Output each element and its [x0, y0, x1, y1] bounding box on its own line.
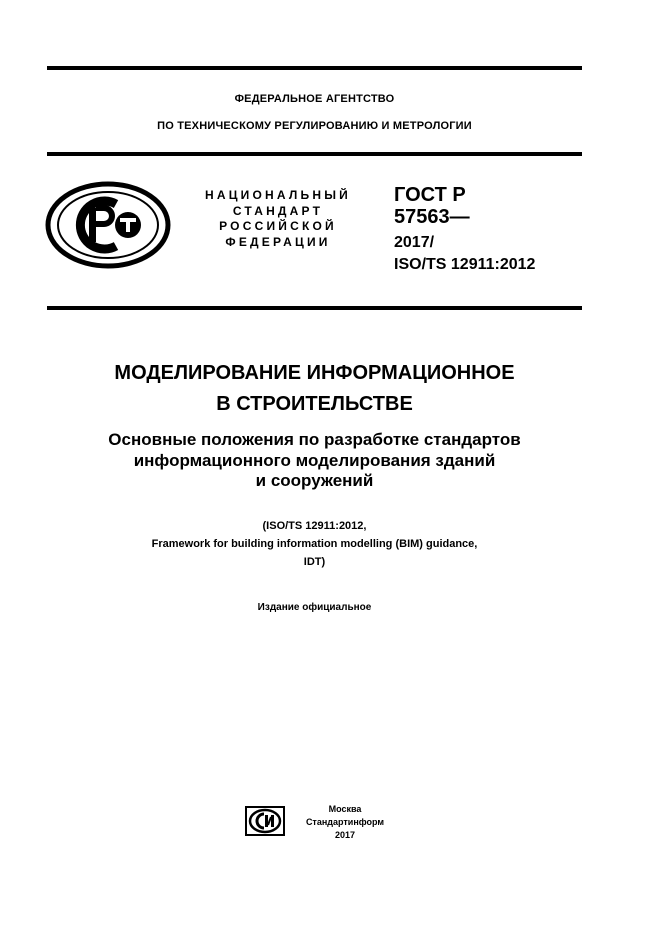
title-rule: [47, 306, 582, 310]
subtitle-line3: и сооружений: [255, 471, 374, 490]
designation-line2: 57563—: [394, 206, 470, 228]
standard-type-line4: ФЕДЕРАЦИИ: [225, 234, 331, 249]
edition-note: Издание официальное: [257, 602, 372, 613]
title-line1: МОДЕЛИРОВАНИЕ ИНФОРМАЦИОННОЕ: [114, 362, 515, 384]
standard-designation: [394, 184, 535, 276]
intl-line3: IDT): [303, 556, 326, 568]
publisher-year: 2017: [334, 830, 356, 840]
publisher-block: [290, 803, 400, 842]
subtitle-line2: информационного моделирования зданий: [133, 450, 496, 470]
intl-line1: (ISO/TS 12911:2012,: [262, 520, 367, 532]
designation-line1: ГОСТ Р: [394, 184, 466, 206]
standard-type-line1: НАЦИОНАЛЬНЫЙ: [204, 188, 352, 202]
designation-line4: ISO/TS 12911:2012: [394, 256, 536, 273]
intl-line2: Framework for building information modelling (BIM) guidance,: [151, 538, 478, 550]
international-equivalent: [47, 517, 582, 571]
designation-line3: 2017/: [394, 234, 435, 251]
standard-type-line3: РОССИЙСКОЙ: [219, 219, 337, 233]
document-title: [47, 358, 582, 420]
agency-name-line1: ФЕДЕРАЛЬНОЕ АГЕНТСТВО: [234, 93, 395, 105]
top-rule: [47, 66, 582, 70]
standartinform-logo-icon: [245, 806, 285, 836]
agency-name-line2: ПО ТЕХНИЧЕСКОМУ РЕГУЛИРОВАНИЮ И МЕТРОЛОГИИ: [157, 120, 472, 132]
standard-type-block: [188, 188, 368, 250]
publisher-name: Стандартинформ: [305, 817, 385, 827]
document-subtitle: [47, 430, 582, 492]
subtitle-line1: Основные положения по разработке стандартов: [108, 430, 521, 449]
publisher-city: Москва: [328, 804, 362, 814]
rst-certification-mark-icon: [44, 180, 172, 270]
standard-type-line2: СТАНДАРТ: [232, 203, 324, 218]
header-rule: [47, 152, 582, 156]
title-line2: В СТРОИТЕЛЬСТВЕ: [216, 393, 413, 415]
